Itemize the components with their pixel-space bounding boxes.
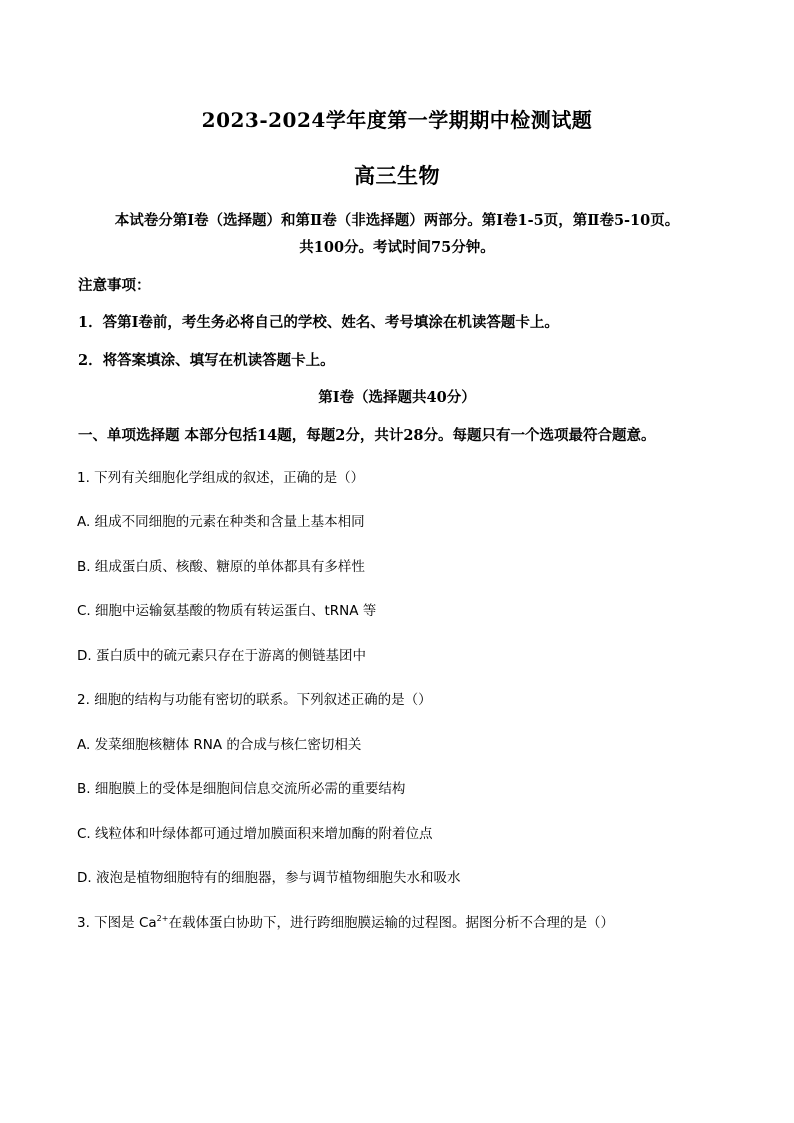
question-1-option-a: A. 组成不同细胞的元素在种类和含量上基本相同 bbox=[77, 514, 365, 530]
question-1-option-c: C. 细胞中运输氨基酸的物质有转运蛋白、tRNA 等 bbox=[77, 603, 377, 619]
question-3-stem-prefix: 3. 下图是 Ca bbox=[77, 915, 157, 931]
question-3-stem bbox=[77, 911, 614, 931]
question-1-option-d: D. 蛋白质中的硫元素只存在于游离的侧链基团中 bbox=[77, 648, 366, 664]
notice-item-1: 1．答第Ⅰ卷前，考生务必将自己的学校、姓名、考号填涂在机读答题卡上。 bbox=[78, 314, 559, 331]
question-2-stem: 2. 细胞的结构与功能有密切的联系。下列叙述正确的是（） bbox=[77, 692, 432, 708]
exam-intro bbox=[70, 207, 724, 261]
exam-subject: 高三生物 bbox=[354, 163, 440, 188]
notice-item-2: 2．将答案填涂、填写在机读答题卡上。 bbox=[78, 352, 335, 369]
notice-heading: 注意事项： bbox=[78, 277, 151, 294]
question-3-stem-suffix: 在载体蛋白协助下，进行跨细胞膜运输的过程图。据图分析不合理的是（） bbox=[168, 915, 614, 931]
question-2-option-d: D. 液泡是植物细胞特有的细胞器，参与调节植物细胞失水和吸水 bbox=[77, 870, 461, 886]
exam-title: 2023-2024学年度第一学期期中检测试题 bbox=[201, 108, 593, 132]
question-2-option-a: A. 发菜细胞核糖体 RNA 的合成与核仁密切相关 bbox=[77, 737, 362, 753]
intro-line-2: 共100分。考试时间75分钟。 bbox=[299, 239, 495, 256]
question-1-option-b: B. 组成蛋白质、核酸、糖原的单体都具有多样性 bbox=[77, 559, 365, 575]
question-2-option-b: B. 细胞膜上的受体是细胞间信息交流所必需的重要结构 bbox=[77, 781, 406, 797]
part1-heading: 第Ⅰ卷（选择题共40分） bbox=[318, 389, 476, 406]
question-2-option-c: C. 线粒体和叶绿体都可通过增加膜面积来增加酶的附着位点 bbox=[77, 826, 433, 842]
intro-line-1: 本试卷分第Ⅰ卷（选择题）和第Ⅱ卷（非选择题）两部分。第Ⅰ卷1-5页，第Ⅱ卷5-10页。 bbox=[114, 212, 680, 229]
question-1-stem: 1. 下列有关细胞化学组成的叙述，正确的是（） bbox=[77, 470, 365, 486]
calcium-charge-superscript: 2+ bbox=[156, 914, 169, 923]
part1-description: 一、单项选择题 本部分包括14题，每题2分，共计28分。每题只有一个选项最符合题意。 bbox=[78, 427, 656, 444]
